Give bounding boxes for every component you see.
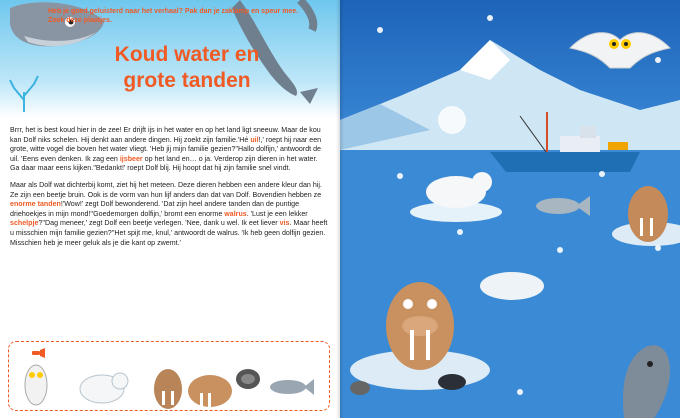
fish-icon <box>270 379 314 395</box>
story-text-fragment: Maar als Dolf wat dichterbij komt, ziet hij het meteen. Deze dieren hebben een andere kleur dan hij. Ze zijn een beetje bruin. Ook is de vorm van hun lijf anders dan dat van Dolf. Bovendien hebben ze <box>10 180 322 199</box>
highlighted-word: enorme tanden <box>10 200 61 209</box>
right-page-illustration <box>340 0 680 418</box>
shell-icon <box>438 374 466 390</box>
story-text-fragment: 'Dag meneer,' zegt Dolf een beetje verlegen. 'Nee, dank u wel. Ik eet liever <box>43 219 280 228</box>
story-text-fragment: 'Bedankt!' roept Dolf blij. Hij hoopt dat hij zijn familie snel vindt. <box>94 164 291 173</box>
walrus-icon <box>154 369 182 409</box>
story-paragraph-1 <box>10 126 328 174</box>
book-gutter <box>336 0 344 418</box>
highlighted-word: vis <box>279 219 290 228</box>
story-text-fragment: op het land en… o ja. Verderop zijn dieren in het water. Ga daar maar eens kijken.' <box>10 154 318 173</box>
walrus-icon <box>188 375 232 407</box>
beluga-icon <box>480 272 544 300</box>
page-title <box>92 42 282 94</box>
shell-icon <box>236 369 260 389</box>
coral-icon <box>10 76 38 112</box>
owl-icon <box>25 365 47 405</box>
story-text-fragment: 'Goedemorgen dolfijn,' bromt een enorme <box>91 209 225 218</box>
story-text-fragment: ! <box>60 200 63 209</box>
story-text-fragment: 'Hallo dolfijn,' antwoordt de uil. 'Eens even denken. Ik zag een <box>10 145 322 163</box>
highlighted-word: walrus <box>224 209 247 218</box>
story-text-fragment: . 'Lust je een lekker <box>246 209 308 218</box>
title-line-1: Koud water en <box>114 43 260 66</box>
search-instructions: Heb je goed geluisterd naar het verhaal? Pak dan je zaklamp en speur mee. Zoek deze plaatjes. <box>48 8 299 24</box>
story-text-fragment: 'Wow!' zegt Dolf bewonderend. 'Dat zijn heel andere tanden dan de puntige driehoekjes in mijn mond!' <box>10 200 300 218</box>
story-text-fragment: Brrr, het is best koud hier in de zee! Er drijft ijs in het water en op het land ligt sneeuw. Maar de kou kan Dolf niks schelen. Hij denkt aan andere dingen. Hij zoekt zijn familie. <box>10 126 321 144</box>
highlighted-word: ijsbeer <box>119 154 143 163</box>
find-items <box>16 357 316 409</box>
story-text-fragment: . Maar heeft u misschien mijn familie gezien?' <box>10 219 328 237</box>
highlighted-word: uil <box>250 135 259 144</box>
story-text-fragment: !,' roept hij naar een grote, witte vogel die boven het water vliegt. 'Heb jij mijn familie gezien?' <box>10 135 322 154</box>
story-text <box>10 126 328 255</box>
owl-icon <box>570 33 670 68</box>
story-paragraph-2 <box>10 181 328 248</box>
story-text-fragment: ?' <box>38 219 44 228</box>
highlighted-word: schelpje <box>10 219 39 228</box>
title-line-2: grote tanden <box>123 69 251 92</box>
story-text-fragment: 'Hé <box>237 135 251 144</box>
story-text-fragment: 'Het spijt me, knul,' antwoordt de walrus. 'Ik heb geen dolfijn gezien. Misschien heb je meer geluk als je die kant op zwemt.' <box>10 228 326 247</box>
shell-icon <box>350 381 370 395</box>
polar-bear-icon <box>80 373 128 403</box>
arctic-scene <box>340 0 680 418</box>
